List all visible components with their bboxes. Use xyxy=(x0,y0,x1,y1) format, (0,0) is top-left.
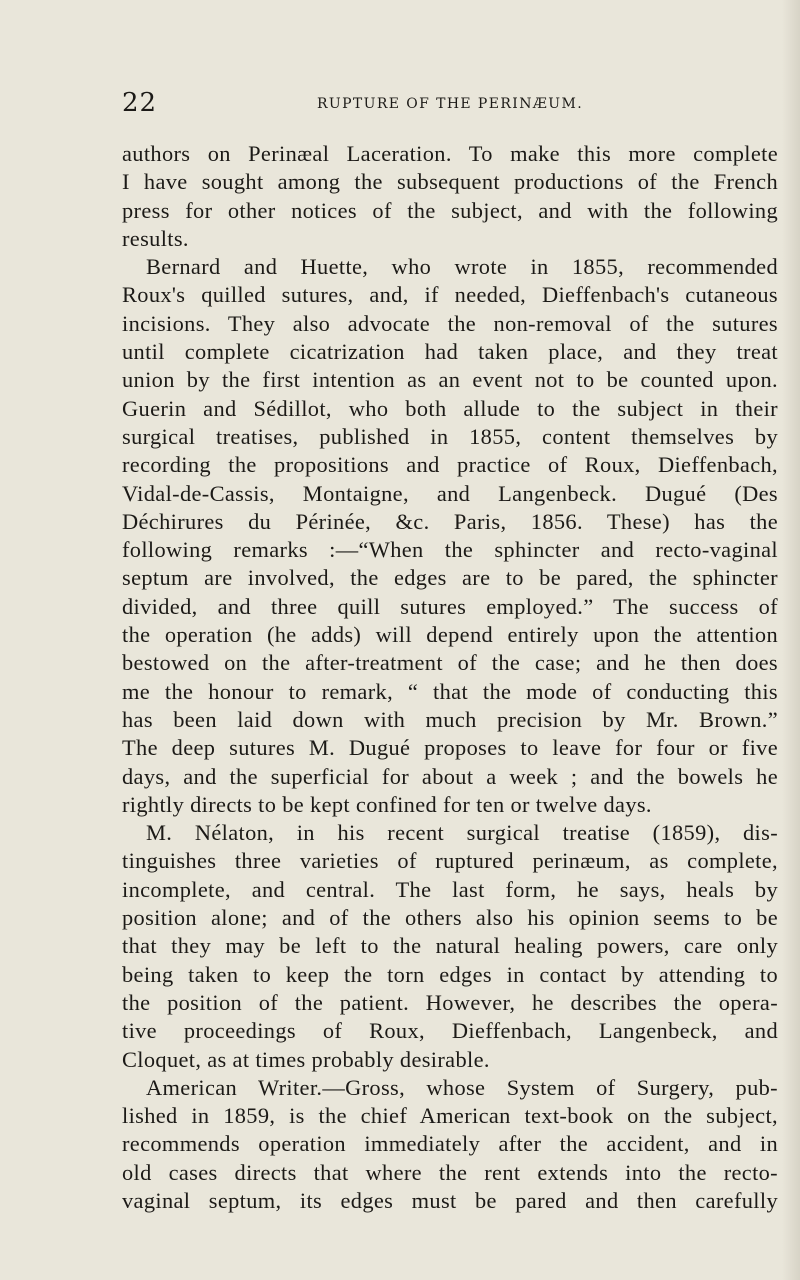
text-line: Roux's quilled sutures, and, if needed, Dieffenbach's cutaneous xyxy=(122,282,778,308)
text-line: old cases directs that where the rent extends into the recto- xyxy=(122,1159,778,1185)
text-line: union by the first intention as an event not to be counted upon. xyxy=(122,367,778,393)
text-line: tive proceedings of Roux, Dieffenbach, Langenbeck, and xyxy=(122,1018,778,1044)
text-line: M. Nélaton, in his recent surgical treatise (1859), dis- xyxy=(146,820,778,846)
text-line: I have sought among the subsequent productions of the French xyxy=(122,169,778,195)
text-line: surgical treatises, published in 1855, content themselves by xyxy=(122,423,778,449)
text-line: position alone; and of the others also his opinion seems to be xyxy=(122,905,778,931)
text-line: the operation (he adds) will depend entirely upon the attention xyxy=(122,622,778,648)
running-head xyxy=(122,88,778,122)
text-line: The deep sutures M. Dugué proposes to leave for four or five xyxy=(122,735,778,761)
text-line: being taken to keep the torn edges in contact by attending to xyxy=(122,961,778,987)
text-line: American Writer.—Gross, whose System of Surgery, pub- xyxy=(146,1074,778,1100)
text-line: lished in 1859, is the chief American text-book on the subject, xyxy=(122,1103,778,1129)
page-edge-shadow xyxy=(782,0,800,1280)
text-line: bestowed on the after-treatment of the case; and he then does xyxy=(122,650,778,676)
text-line: recording the propositions and practice of Roux, Dieffenbach, xyxy=(122,452,778,478)
body-text xyxy=(122,140,778,1215)
text-line: Bernard and Huette, who wrote in 1855, recommended xyxy=(146,254,778,280)
text-line: incisions. They also advocate the non-removal of the sutures xyxy=(122,310,778,336)
text-line: incomplete, and central. The last form, he says, heals by xyxy=(122,876,778,902)
text-line: vaginal septum, its edges must be pared and then carefully xyxy=(122,1187,778,1213)
text-line: press for other notices of the subject, and with the following xyxy=(122,197,778,223)
text-line: authors on Perinæal Laceration. To make this more complete xyxy=(122,141,778,166)
text-line: Déchirures du Périnée, &c. Paris, 1856. These) has the xyxy=(122,508,778,534)
text-line: divided, and three quill sutures employed.” The success of xyxy=(122,593,778,619)
text-line: following remarks :—“When the sphincter and recto-vaginal xyxy=(122,537,778,563)
text-line: days, and the superficial for about a week ; and the bowels he xyxy=(122,763,778,789)
text-line: tinguishes three varieties of ruptured perinæum, as complete, xyxy=(122,848,778,874)
text-line: rightly directs to be kept confined for ten or twelve days. xyxy=(122,791,652,817)
text-line: Vidal-de-Cassis, Montaigne, and Langenbeck. Dugué (Des xyxy=(122,480,778,506)
page-number: 22 xyxy=(122,88,158,118)
text-line: the position of the patient. However, he describes the opera- xyxy=(122,989,778,1015)
text-line: results. xyxy=(122,225,189,251)
text-line: septum are involved, the edges are to be pared, the sphincter xyxy=(122,565,778,591)
text-line: has been laid down with much precision by Mr. Brown.” xyxy=(122,706,778,732)
text-line: Guerin and Sédillot, who both allude to the subject in their xyxy=(122,395,778,421)
text-line: Cloquet, as at times probably desirable. xyxy=(122,1046,490,1072)
text-line: until complete cicatrization had taken place, and they treat xyxy=(122,339,778,365)
text-line: that they may be left to the natural healing powers, care only xyxy=(122,933,778,959)
text-line: me the honour to remark, “ that the mode of conducting this xyxy=(122,678,778,704)
text-line: recommends operation immediately after the accident, and in xyxy=(122,1131,778,1157)
running-title: RUPTURE OF THE PERINÆUM. xyxy=(316,96,584,112)
